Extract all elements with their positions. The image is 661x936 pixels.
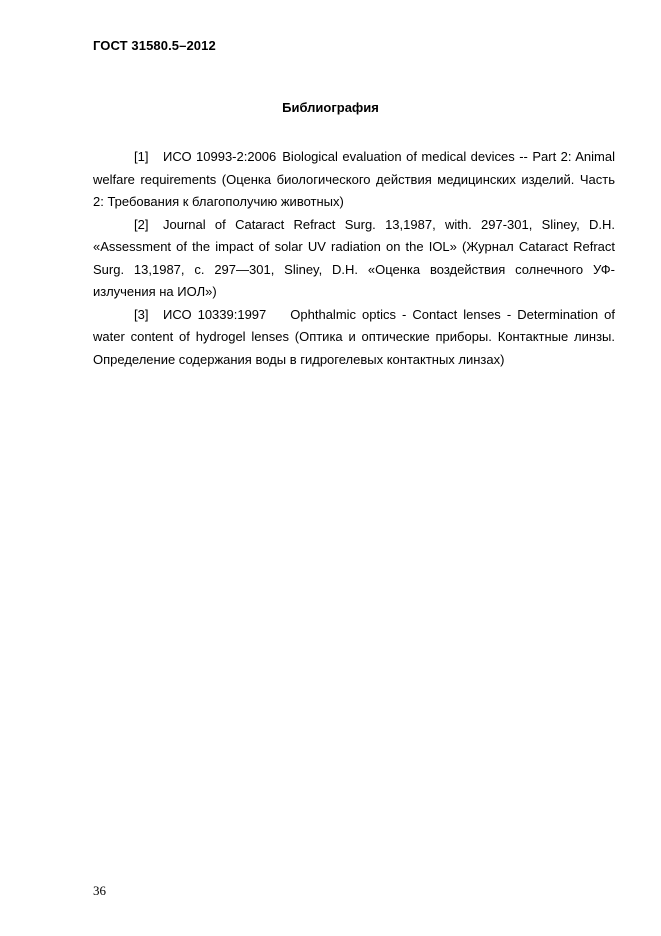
reference-number: [3] xyxy=(134,306,149,322)
bibliography-list xyxy=(93,146,615,371)
bibliography-entry-3 xyxy=(93,304,615,372)
bibliography-entry-1 xyxy=(93,146,615,214)
bibliography-title: Библиография xyxy=(282,100,379,115)
reference-text: Ophthalmic optics - Contact lenses - Determination of water content of hydrogel lenses (Оптика и оптические приборы. Контактные линзы. Определение содержания воды в гидрогелевых контактных линзах) xyxy=(93,306,615,367)
reference-text: Biological evaluation of medical devices -- Part 2: Animal welfare requirements (Оценка биологического действия медицинских изделий. Часть 2: Требования к благополучию животных) xyxy=(93,149,615,209)
reference-standard: ИСО 10993-2:2006 xyxy=(163,149,277,164)
bibliography-entry-2 xyxy=(93,214,615,304)
document-header: ГОСТ 31580.5–2012 xyxy=(93,38,216,53)
reference-standard: ИСО 10339:1997 xyxy=(163,306,267,322)
reference-number: [2] xyxy=(134,216,149,232)
reference-number: [1] xyxy=(134,149,149,164)
page-number: 36 xyxy=(93,883,106,898)
reference-text: Journal of Cataract Refract Surg. 13,1987, with. 297-301, Sliney, D.H. «Assessment of the impact of solar UV radiation on the IOL» (Журнал Cataract Refract Surg. 13,1987, с. 297—301, Sliney, D.H. «Оценка воздействия солнечного УФ-излучения на ИОЛ») xyxy=(93,216,615,299)
